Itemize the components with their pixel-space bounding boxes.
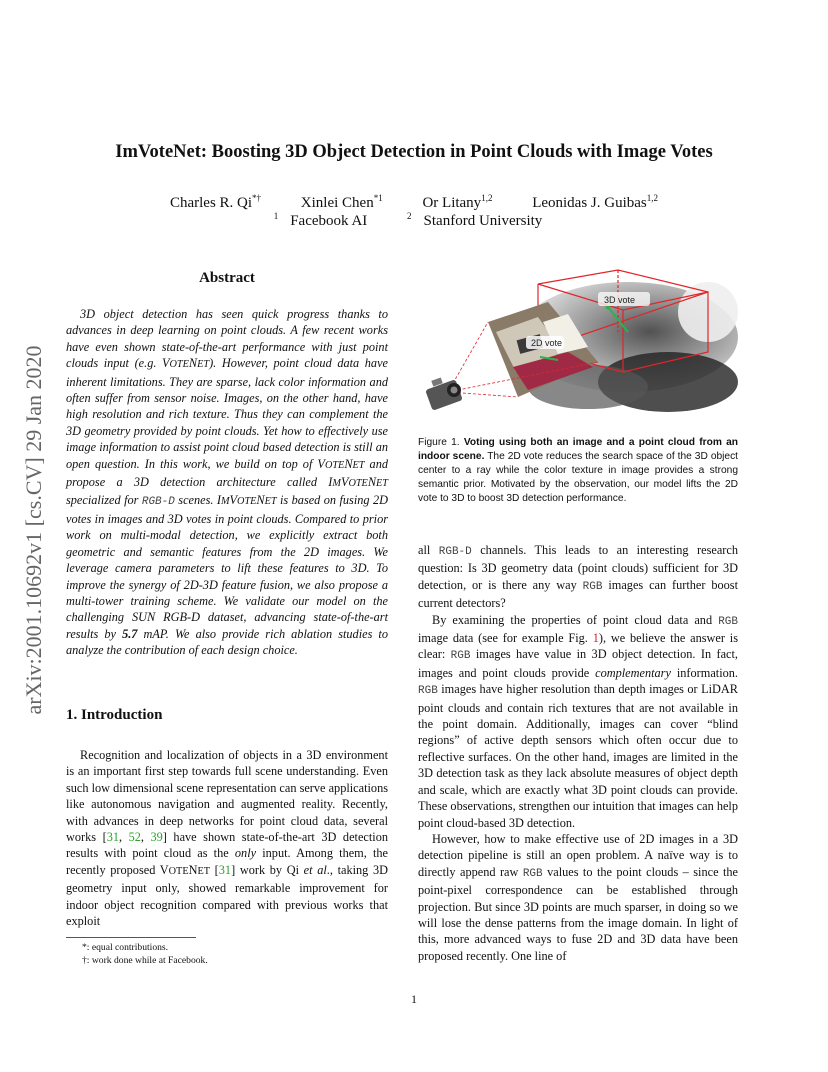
arxiv-id: arXiv:2001.10692v1 [cs.CV] 29 Jan 2020 <box>21 345 46 715</box>
author-0: Charles R. Qi*† <box>169 193 262 211</box>
intro-paragraph: Recognition and localization of objects in a 3D environment is an important first step towards full scene understanding. Even such low dimensional scene representation can serve applications like autonomous navigation and augmented reality. Recently, with advances in deep networks for point cloud data, several works [31, 52, 39] have shown state-of-the-art 3D detection results with point cloud as the only input. Among them, the recently proposed VOTENET [31] work by Qi et al., taking 3D geometry input only, showed remarkable improvement for indoor object recognition compared with previous works that exploit <box>66 748 389 929</box>
affiliations <box>0 213 828 230</box>
author-1: Xinlei Chen$^{*1}$ <box>300 193 383 211</box>
author-3: Leonidas J. Guibas$^{1,2}$ <box>532 193 659 211</box>
footnote-rule <box>66 937 196 938</box>
page-number: 1 <box>411 992 417 1006</box>
author-2: Or Litany$^{1,2}$ <box>422 193 493 211</box>
abstract-heading: Abstract <box>199 270 255 286</box>
intro-body <box>66 747 388 929</box>
paper-title: ImVoteNet: Boosting 3D Object Detection in Point Clouds with Image Votes <box>115 142 713 162</box>
footnote-0: *: equal contributions. <box>82 942 169 953</box>
right-paragraph-1: By examining the properties of point cloud data and RGB image data (see for example Fig. 1), we believe the answer is clear: RGB images have value in 3D object detection. In fact, images and point clouds provide complementary information. RGB images have higher resolution than depth images or LiDAR point clouds and contain rich textures that are not available in the point domain. Additionally, images can cover “blind regions” of active depth sensors which often occur due to reflective surfaces. On the other hand, images are limited in the 3D detection task as they lack absolute measures of object depth and scale, which are exactly what 3D point clouds can provide. These observations, strengthen our intuition that images can help point cloud-based 3D detection. <box>418 612 738 830</box>
affiliation-0: $^1$ Facebook AI <box>273 211 368 229</box>
figure-1-image <box>418 262 738 437</box>
intro-heading: 1. Introduction <box>66 707 163 723</box>
abstract-text: 3D object detection has seen quick progress thanks to advances in deep learning on point clouds. A few recent works have even shown state-of-the-art performance with just point clouds input (e.g. VOTENET). However, point cloud data have inherent limitations. They are sparse, lack color information and often suffer from sensor noise. Images, on the other hand, have high resolution and rich texture. Thus they can complement the 3D geometry provided by point clouds. Yet how to effectively use image information to assist point cloud based detection is still an open question. In this work, we build on top of VOTENET and propose a 3D detection architecture called IMVOTENET specialized for RGB-D scenes. IMVOTENET is based on fusing 2D votes in images and 3D votes in point clouds. Compared to prior work on multi-modal detection, we explicitly extract both geometric and semantic features from the 2D images. We leverage camera parameters to lift these features to 3D. To improve the synergy of 2D-3D feature fusion, we also propose a multi-tower training scheme. We validate our model on the challenging SUN RGB-D dataset, advancing state-of-the-art results by 5.7 mAP. We also provide rich ablation studies to analyze the contribution of each design choice. <box>66 307 388 658</box>
vote-3d-label: 3D vote <box>604 295 636 305</box>
author-list <box>0 194 828 213</box>
right-column-text <box>418 542 738 964</box>
vote-2d-label: 2D vote <box>531 338 563 348</box>
right-paragraph-2: However, how to make effective use of 2D images in a 3D detection pipeline is still an open problem. A naïve way is to directly append raw RGB values to the point clouds – since the point-pixel correspondence can be established through projection. But since 3D points are much sparser, in doing so we will lose the dense patterns from the image domain. In light of this, more advanced ways to fuse 2D and 3D data have been proposed recently. One line of <box>418 831 738 963</box>
figure-1-caption: Figure 1. Voting using both an image and a point cloud from an indoor scene. The 2D vote reduces the search space of the 3D object center to a ray while the color texture in image provides a strong semantic prior. Motivated by the observation, our model lifts the 2D vote to 3D to boost 3D detection performance. <box>418 437 738 504</box>
affiliation-1: $^2$ Stanford University <box>407 211 543 229</box>
arxiv-sidebar <box>14 290 54 770</box>
abstract-body <box>66 306 388 659</box>
right-paragraph-0: all RGB-D channels. This leads to an interesting research question: Is 3D geometry data (point clouds) sufficient for 3D detection, or is there any way RGB images can further boost current detectors? <box>418 543 738 611</box>
footnote-1: †: work done while at Facebook. <box>82 955 208 966</box>
footnotes <box>82 941 208 967</box>
camera-icon <box>425 377 463 410</box>
